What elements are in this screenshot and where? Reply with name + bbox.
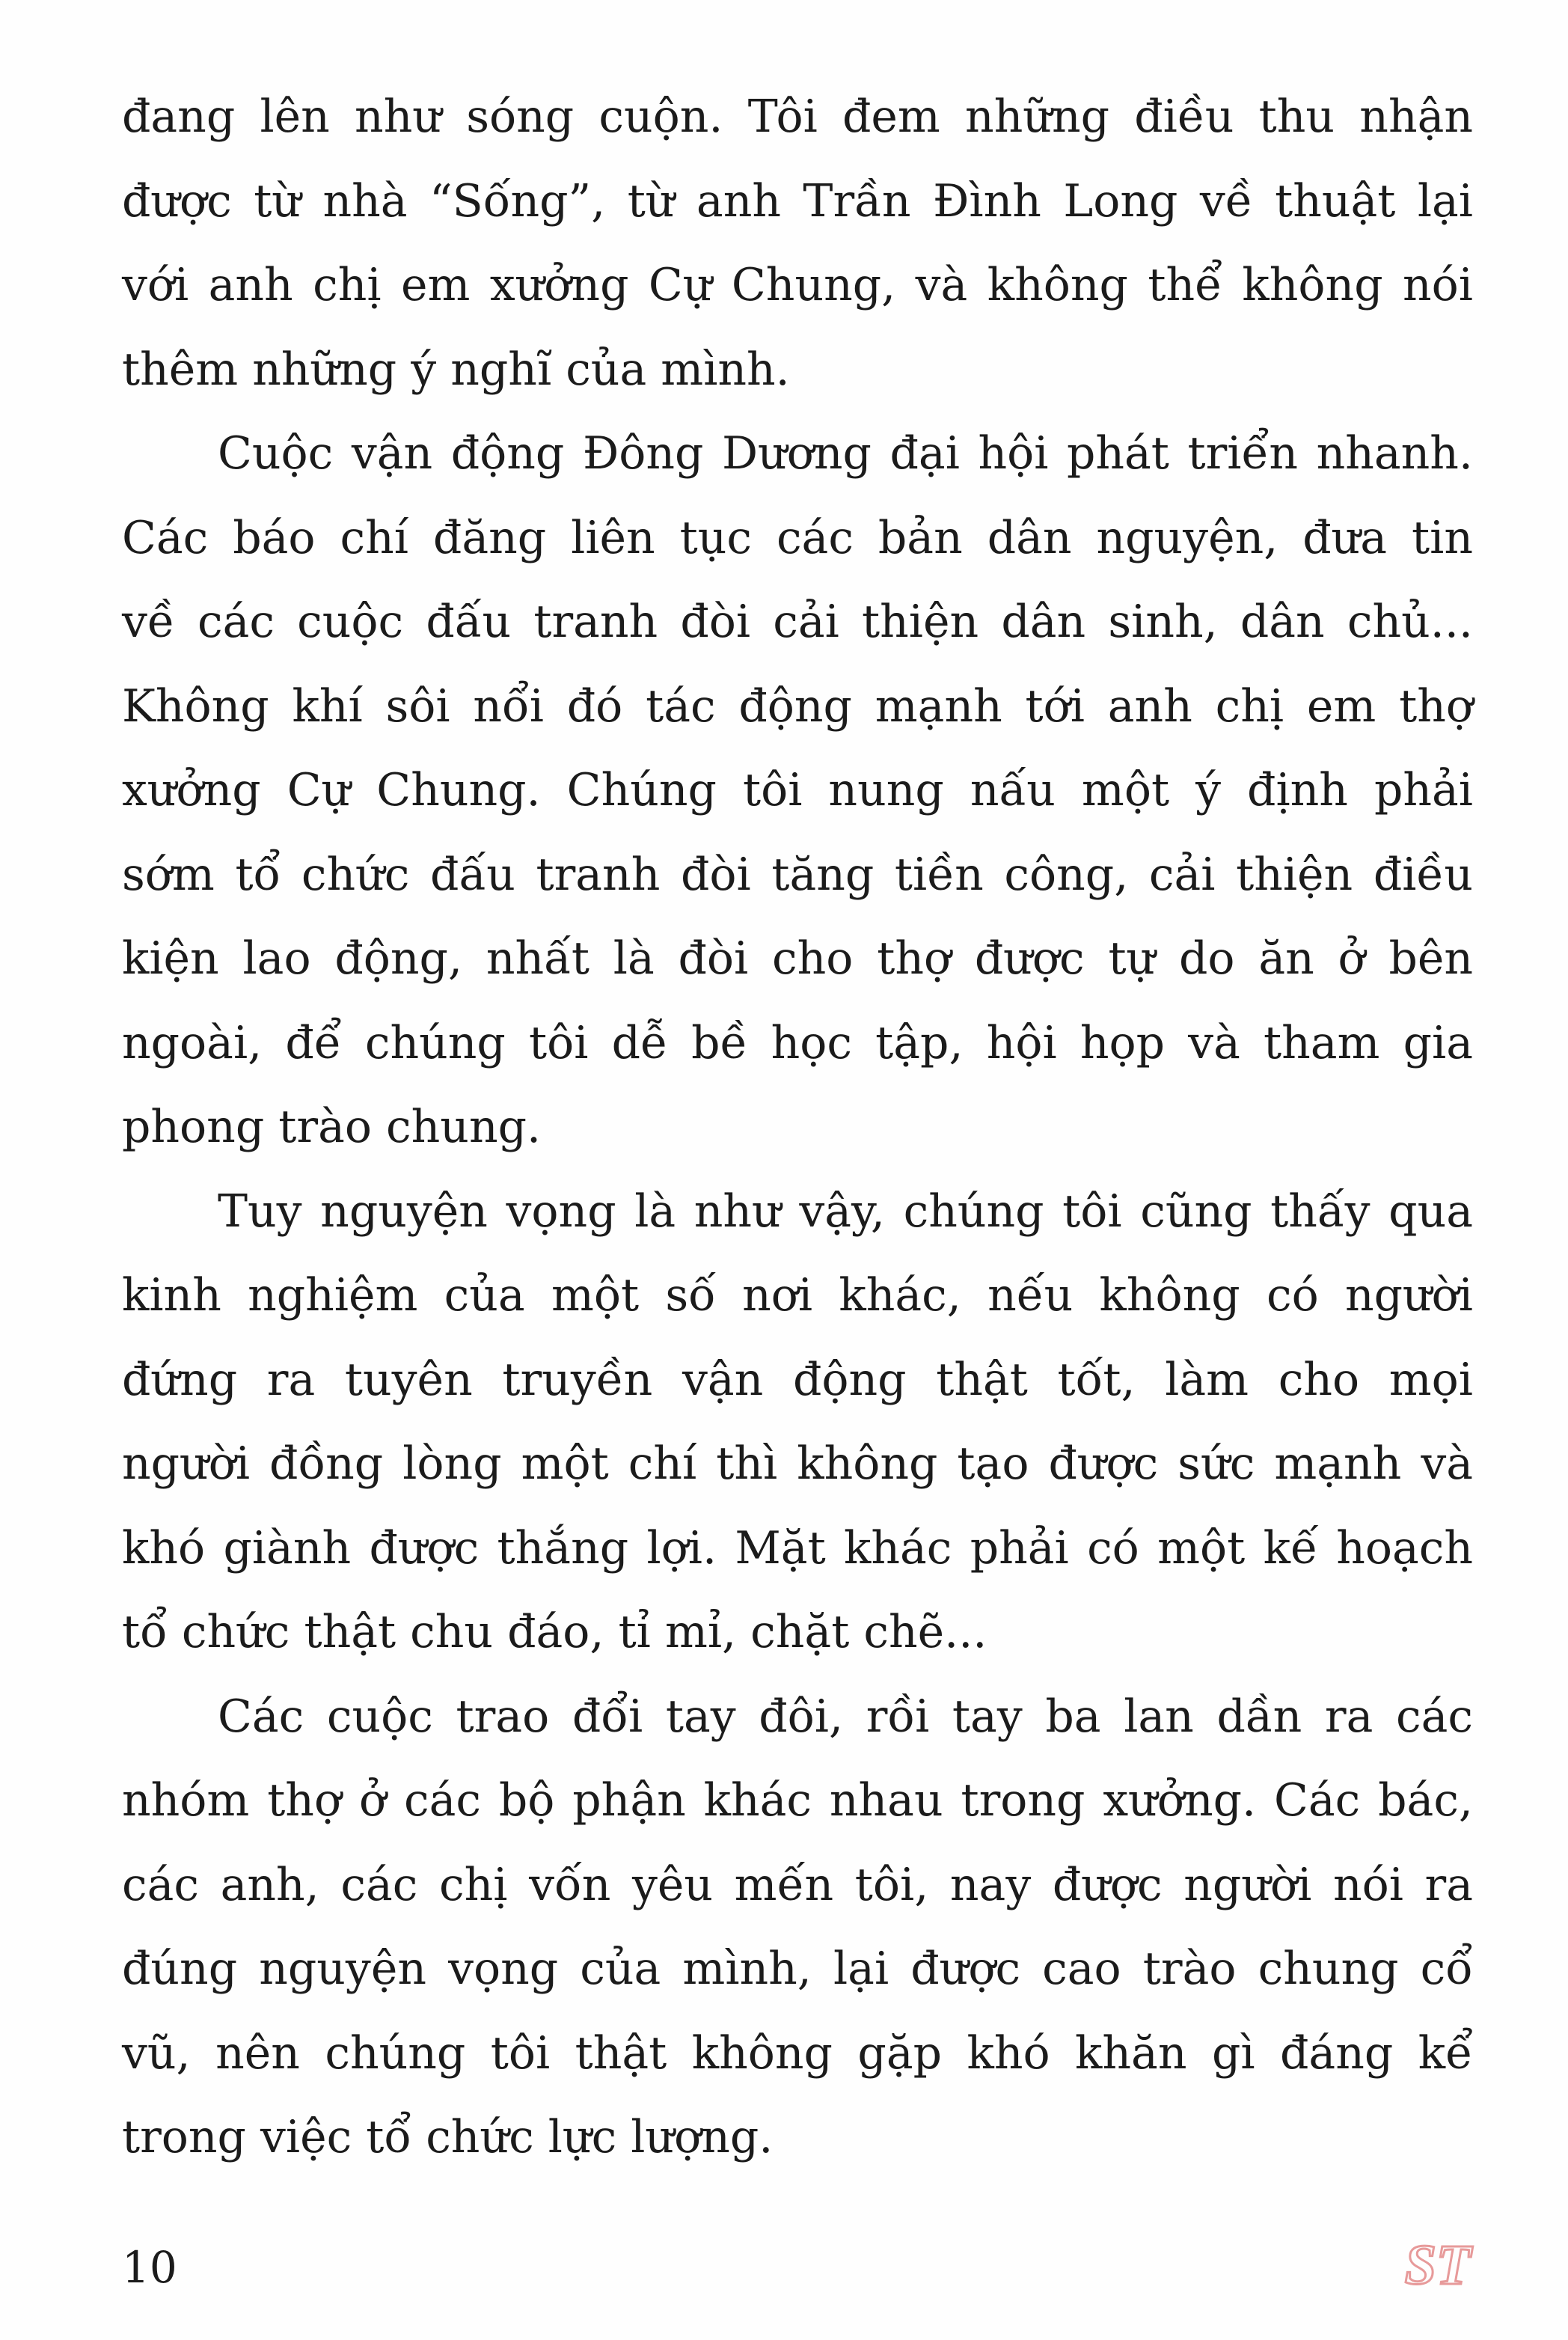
text-line-paragraph-end: tổ chức thật chu đáo, tỉ mỉ, chặt chẽ... [122,1606,987,1658]
text-line: kiện lao động, nhất là đòi cho thợ được tự do ăn ở bên [122,932,1473,985]
text-line: vũ, nên chúng tôi thật không gặp khó khăn gì đáng kể [122,2026,1473,2080]
text-line: về các cuộc đấu tranh đòi cải thiện dân sinh, dân chủ... [122,596,1473,648]
text-line: đứng ra tuyên truyền vận động thật tốt, làm cho mọi [122,1353,1473,1406]
text-line: các anh, các chị vốn yêu mến tôi, nay được người nói ra [122,1858,1473,1911]
text-line: khó giành được thắng lợi. Mặt khác phải có một kế hoạch [122,1521,1473,1574]
text-line: Các báo chí đăng liên tục các bản dân nguyện, đưa tin [122,511,1473,564]
text-line: kinh nghiệm của một số nơi khác, nếu không có người [122,1269,1473,1322]
publisher-logo-icon [1400,2229,1475,2303]
text-line: đúng nguyện vọng của mình, lại được cao trào chung cổ [122,1943,1473,1995]
text-line-paragraph-end: thêm những ý nghĩ của mình. [122,343,790,396]
page-number: 10 [122,2242,177,2293]
text-line: được từ nhà “Sống”, từ anh Trần Đình Long về thuật lại [122,174,1473,227]
text-line: Không khí sôi nổi đó tác động mạnh tới anh chị em thợ [122,679,1473,733]
text-line: người đồng lòng một chí thì không tạo được sức mạnh và [122,1438,1473,1490]
text-line: ngoài, để chúng tôi dễ bề học tập, hội họp và tham gia [122,1016,1473,1069]
text-line-paragraph-end: trong việc tổ chức lực lượng. [122,2111,774,2163]
text-line-paragraph-start: Các cuộc trao đổi tay đôi, rồi tay ba lan dần ra các [218,1690,1473,1743]
text-line: nhóm thợ ở các bộ phận khác nhau trong xưởng. Các bác, [122,1774,1473,1827]
body-text [122,75,1473,2180]
text-line: đang lên như sóng cuộn. Tôi đem những điều thu nhận [122,91,1473,143]
text-line: xưởng Cự Chung. Chúng tôi nung nấu một ý định phải [122,764,1473,816]
text-line-paragraph-start: Tuy nguyện vọng là như vậy, chúng tôi cũng thấy qua [218,1185,1473,1238]
text-line-paragraph-start: Cuộc vận động Đông Dương đại hội phát triển nhanh. [218,427,1473,480]
text-line: với anh chị em xưởng Cự Chung, và không thể không nói [122,259,1473,311]
text-line: sớm tổ chức đấu tranh đòi tăng tiền công, cải thiện điều [122,848,1473,901]
text-line-paragraph-end: phong trào chung. [122,1101,542,1153]
publisher-logo-text: ST [1404,2234,1471,2297]
